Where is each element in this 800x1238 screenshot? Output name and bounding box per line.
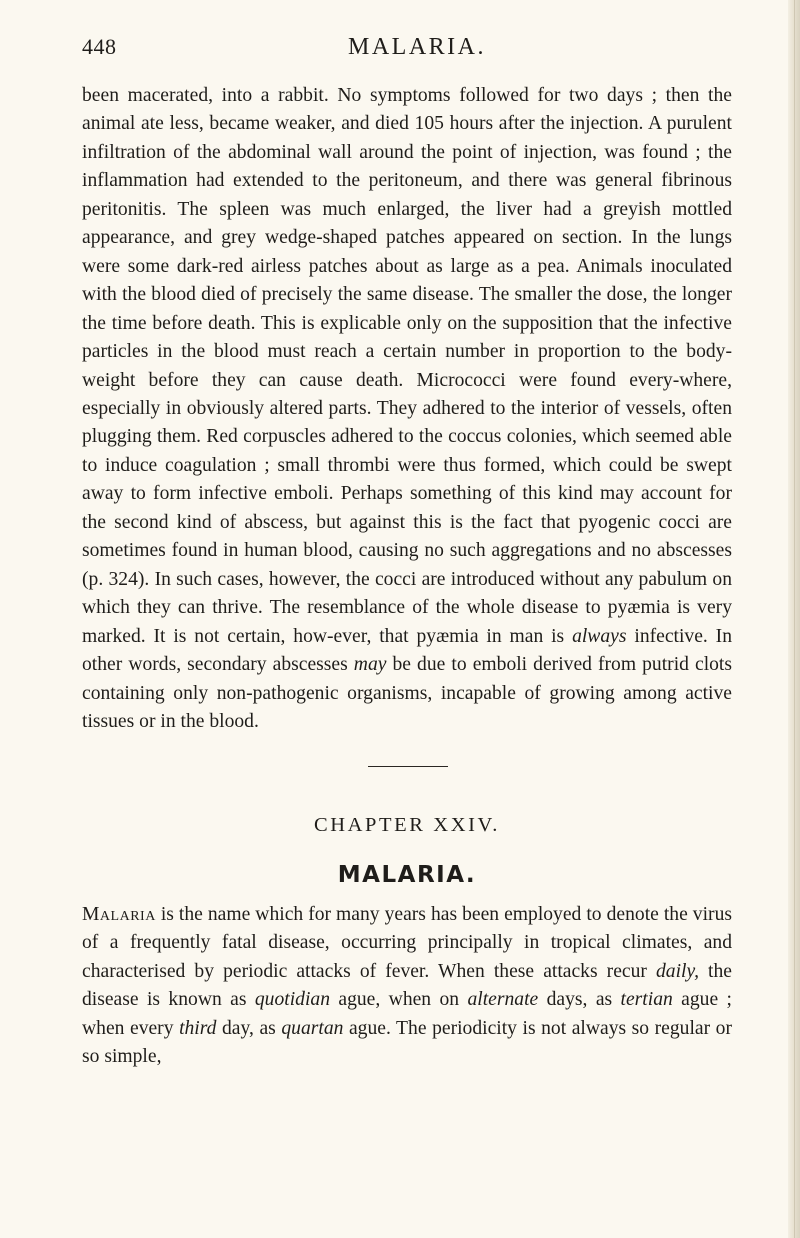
- emphasis-always: always: [572, 625, 627, 647]
- text-run: ague, when on: [330, 989, 468, 1011]
- page-edge: [788, 0, 800, 1238]
- text-run: infective. In other words, secondary abscesses: [82, 625, 732, 676]
- body-paragraph-1: [82, 82, 732, 736]
- text-run: days, as: [538, 989, 621, 1011]
- text-run: ague ; when every: [82, 989, 733, 1039]
- text-run: been macerated, into a rabbit. No symptoms followed for two days ; then the animal ate less, became weaker, and died 105 hours after the injection. A purulent infiltration of the abdominal wall around the point of injection, was found ; the inflammation had extended to the peritoneum, and there was general fibrinous peritonitis. The spleen was much enlarged, the liver had a greyish mottled appearance, and grey wedge-shaped patches appeared on section. In the lungs were some dark-red airless patches about as large as a pea. Animals inoculated with the blood died of precisely the same disease. The smaller the dose, the longer the time before death. This is explicable only on the supposition that the infective particles in the blood must reach a certain number in proportion to the body-weight before they can cause death. Micrococci were found every-where, especially in obviously altered parts. They adhered to the interior of vessels, often plugging them. Red corpuscles adhered to the coccus colonies, which seemed able to induce coagulation ; small thrombi were thus formed, which could be swept away to form infective emboli. Perhaps something of this kind may account for the second kind of abscess, but against this is the fact that pyogenic cocci are sometimes found in human blood, causing no such aggregations and no abscesses (p. 324). In such cases, however, the cocci are introduced without any pabulum on which they can thrive. The resemblance of the whole disease to pyæmia is very marked. It is not certain, how-ever, that pyæmia in man is: [82, 85, 732, 647]
- lead-word: Malaria: [82, 904, 156, 925]
- emphasis-third: third: [179, 1017, 217, 1039]
- paragraph-text: [82, 901, 732, 1072]
- body-paragraph-2: [82, 901, 732, 1072]
- text-run: be due to emboli derived from putrid clots containing only non-pathogenic organisms, incapable of growing among active tissues or in the blood.: [82, 654, 733, 732]
- emphasis-alternate: alternate: [467, 989, 539, 1011]
- emphasis-may: may: [353, 654, 387, 676]
- emphasis-daily: daily,: [655, 960, 699, 982]
- emphasis-quotidian: quotidian: [254, 989, 330, 1011]
- chapter-heading: CHAPTER XXIV.: [313, 814, 501, 836]
- emphasis-tertian: tertian: [620, 989, 673, 1011]
- text-run: the disease is known as: [82, 960, 732, 1011]
- text-run: ague. The periodicity is not always so regular or so simple,: [82, 1017, 733, 1068]
- running-head: [82, 34, 732, 74]
- text-run: day, as: [216, 1017, 282, 1039]
- running-title: MALARIA.: [348, 34, 486, 60]
- page-number: 448: [82, 34, 117, 59]
- text-run: is the name which for many years has been employed to denote the virus of a frequently fatal disease, occurring principally in tropical climates, and characterised by periodic attacks of fever. When these attacks recur: [82, 904, 732, 982]
- section-divider: [368, 766, 448, 767]
- emphasis-quartan: quartan: [281, 1017, 344, 1039]
- paragraph-text: [82, 82, 732, 736]
- chapter-title: MALARIA.: [337, 862, 477, 888]
